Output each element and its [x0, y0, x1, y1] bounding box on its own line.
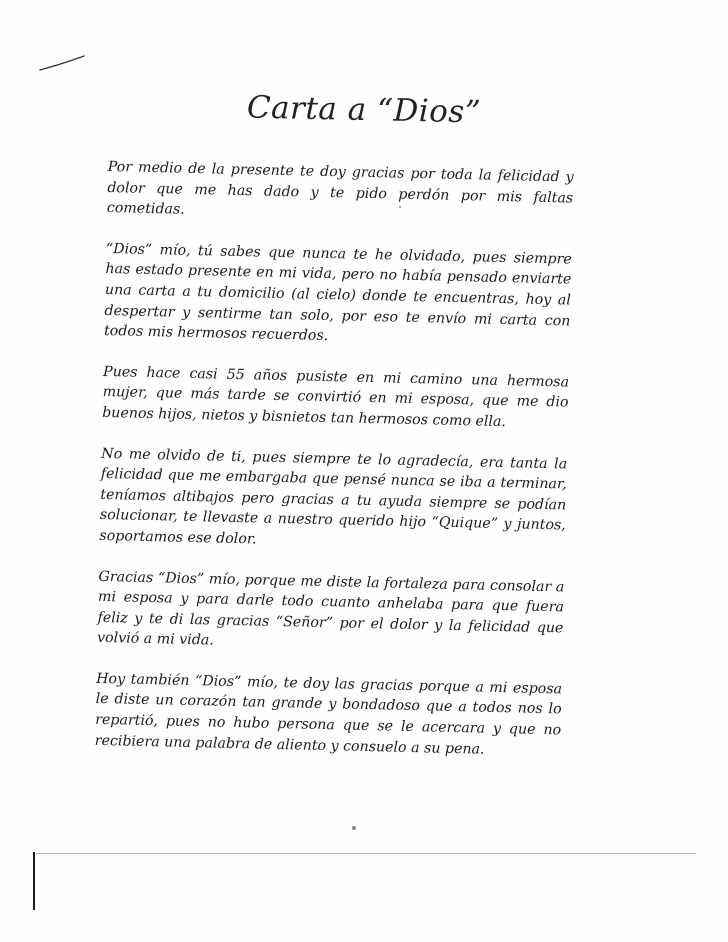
paragraph-6: Hoy también “Dios” mío, te doy las gracias porque a mi esposa le diste un corazón tan grande y bondadoso que a todos nos lo repartió, pues no hubo persona que se le acercara y que no recibiera una palabra de aliento y consuelo a su pena.: [94, 670, 563, 758]
page-bottom-edge: [36, 853, 696, 854]
scan-speck: [352, 826, 356, 830]
letter-title: Carta a “Dios”: [246, 89, 482, 131]
page-left-edge: [33, 852, 35, 910]
paragraph-2: “Dios” mío, tú sabes que nunca te he olvidado, pues siempre has estado presente en mi vida, pero no había pensado enviarte una carta a tu domicilio (al cielo) donde te encuentras, hoy al despertar y sentirme tan solo, por eso te envío mi carta con todos mis hermosos recuerdos.: [103, 240, 572, 345]
paragraph-5: Gracias “Dios” mío, porque me diste la fortaleza para consolar a mi esposa y para darle todo cuanto anhelaba para que fuera feliz y te di las gracias “Señor” por el dolor y la felicidad que volvió a mi vida.: [96, 568, 565, 649]
scan-speck: [399, 206, 401, 208]
paragraph-3: Pues hace casi 55 años pusiste en mi camino una hermosa mujer, que más tarde se convirtió en mi esposa, que me dio buenos hijos, nietos y bisnietos tan hermosos como ella.: [102, 363, 570, 431]
paragraph-4: No me olvido de ti, pues siempre te lo agradecía, era tanta la felicidad que me embargaba que pensé nunca se iba a terminar, teníamos altibajos pero gracias a tu ayuda siempre se podían solucionar, te llevaste a nuestro querido hijo “Quique” y juntos, soportamos ese dolor.: [99, 445, 568, 548]
paragraph-1: Por medio de la presente te doy gracias por toda la felicidad y dolor que me has dado y te pido perdón por mis faltas cometidas.: [106, 158, 574, 218]
letter-body: [94, 157, 574, 782]
